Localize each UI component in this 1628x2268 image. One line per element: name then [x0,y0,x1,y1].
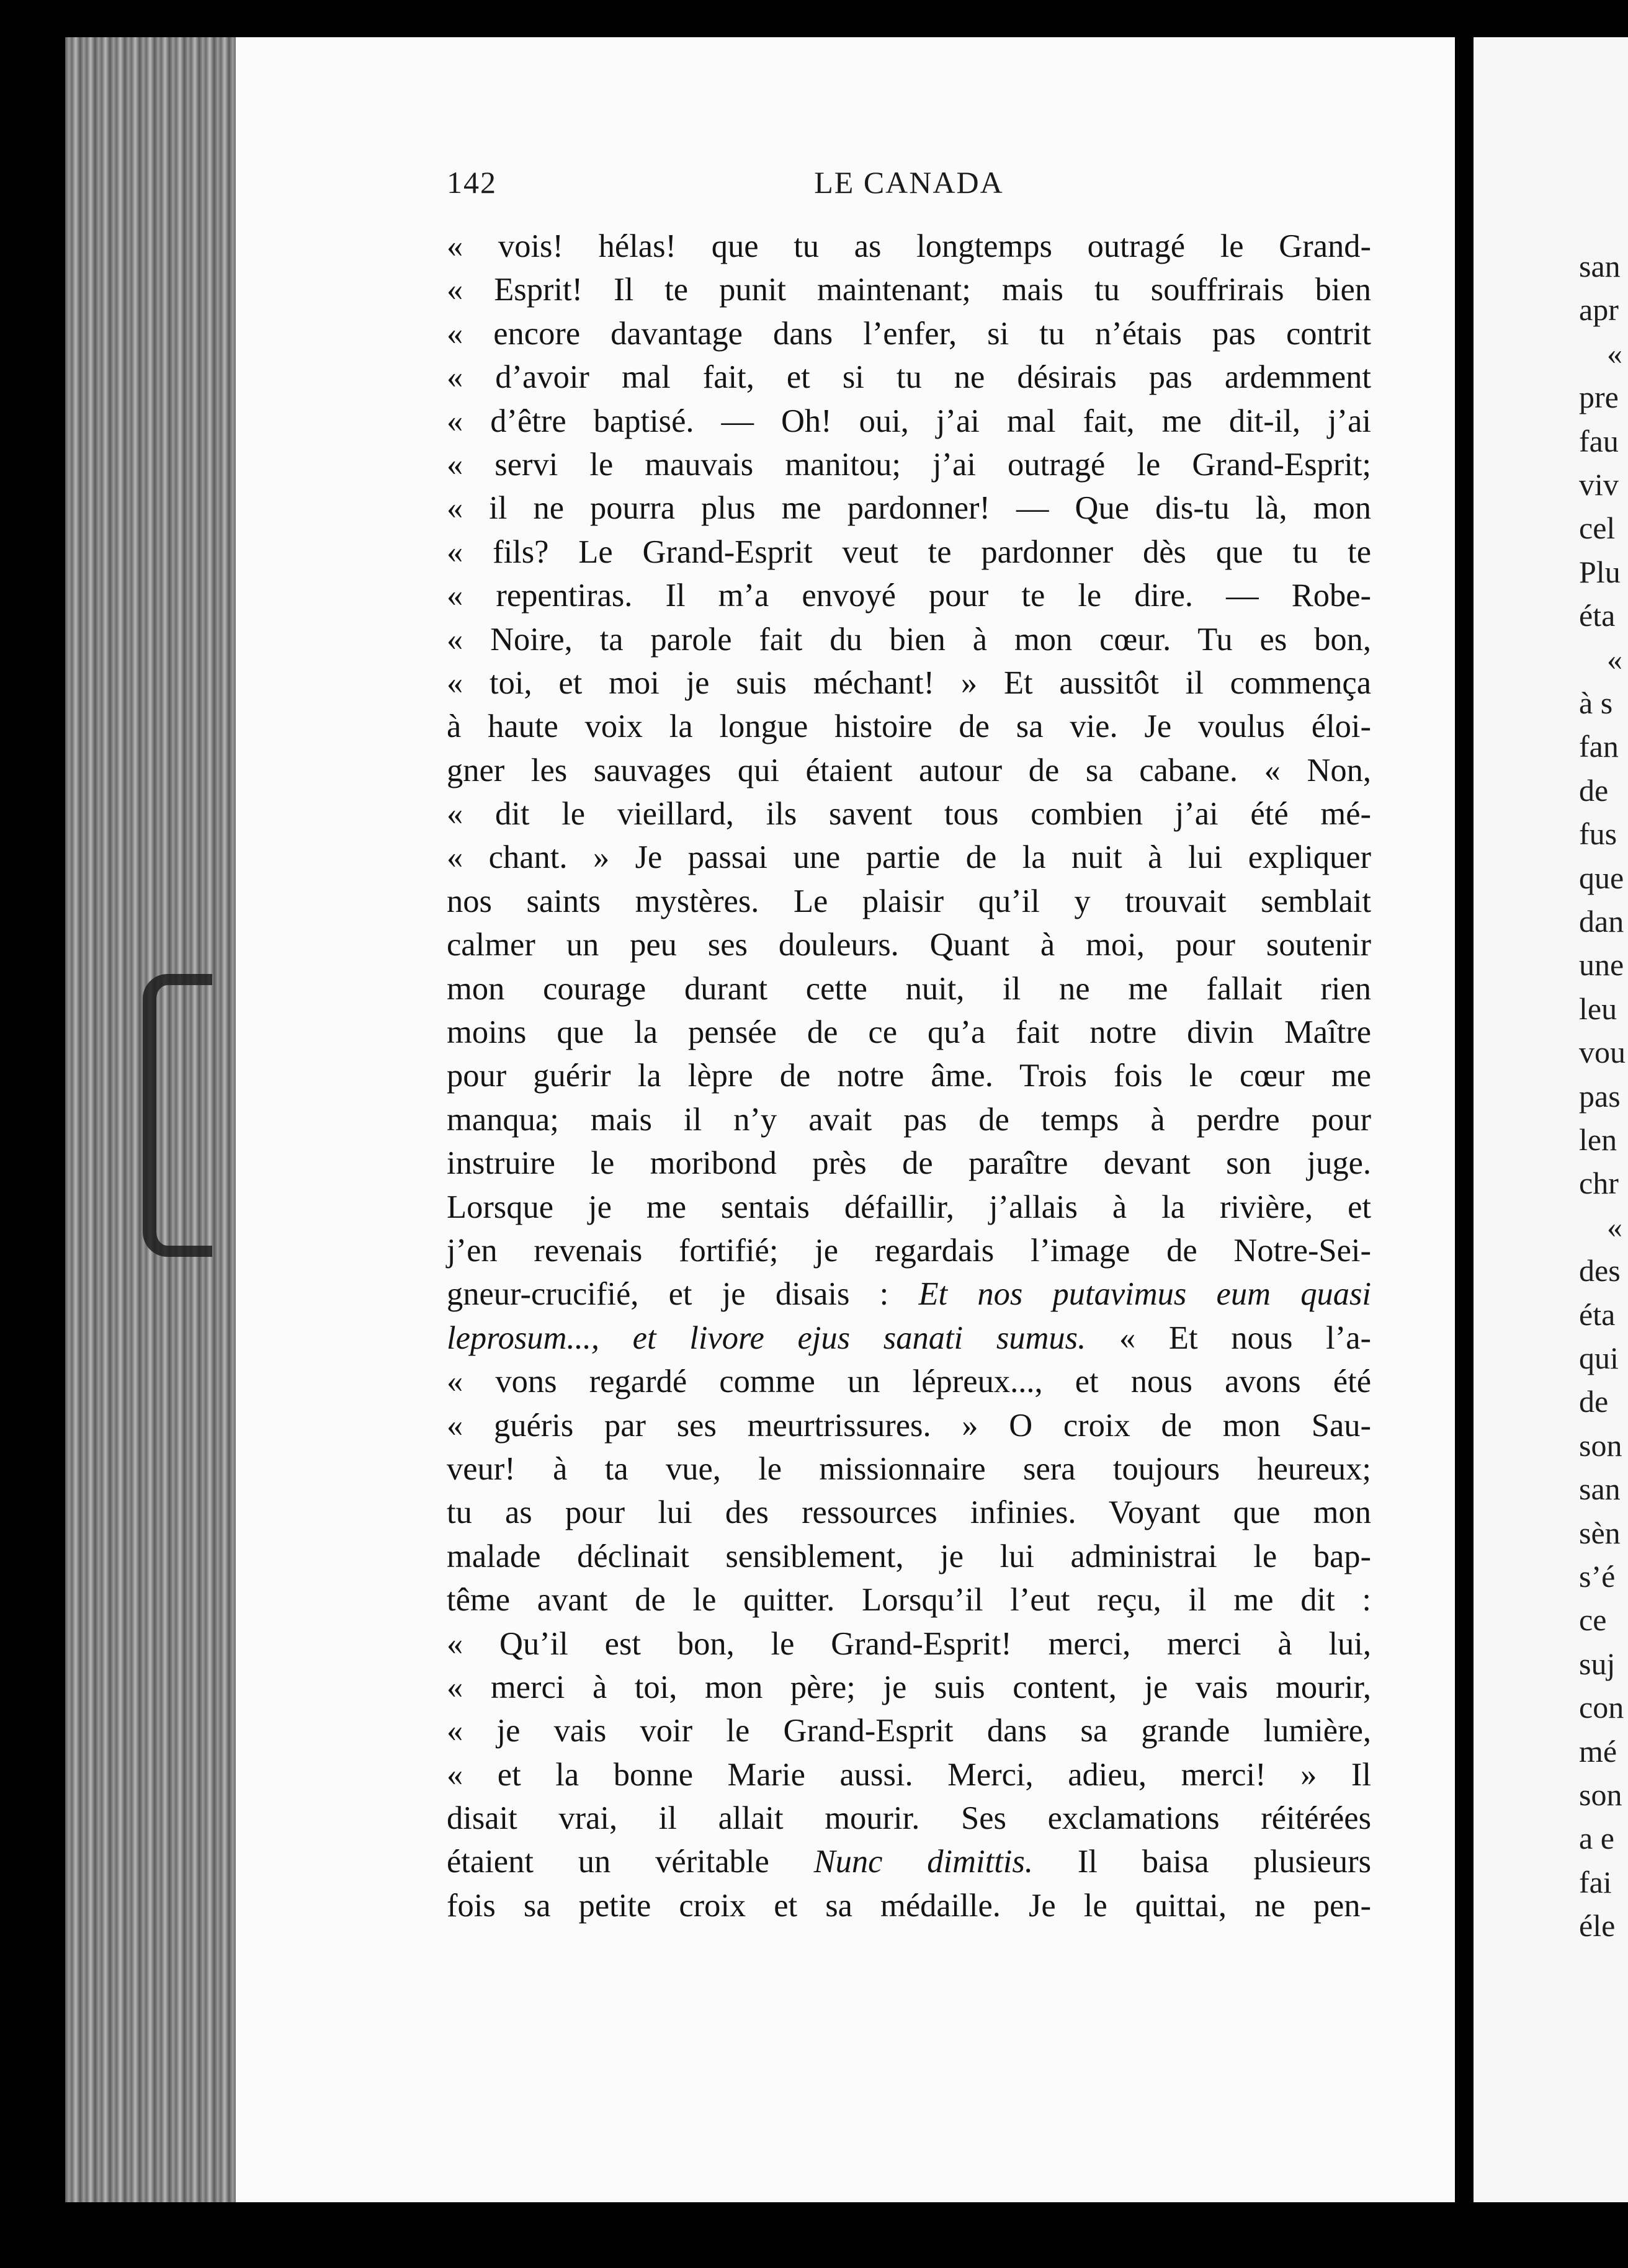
text-line: tu as pour lui des ressources infinies. Voyant que mon [447,1494,1371,1531]
facing-page-fragment: san [1579,249,1621,284]
text-line: disait vrai, il allait mourir. Ses exclamations réitérées [447,1800,1371,1837]
text-line: « je vais voir le Grand-Esprit dans sa grande lumière, [447,1713,1371,1749]
text-line: « d’être baptisé. — Oh! oui, j’ai mal fait, me dit-il, j’ai [447,403,1371,439]
facing-page-fragment: ce [1579,1602,1607,1638]
text-line: « dit le vieillard, ils savent tous combien j’ai été mé- [447,796,1371,833]
text-line: tême avant de le quitter. Lorsqu’il l’eut reçu, il me dit : [447,1582,1371,1618]
text-line: « Noire, ta parole fait du bien à mon cœur. Tu es bon, [447,621,1371,658]
text-line: « Esprit! Il te punit maintenant; mais tu souffrirais bien [447,272,1371,308]
facing-page-fragment: vou [1579,1035,1626,1070]
text-line: Lorsque je me sentais défaillir, j’allais à la rivière, et [447,1189,1371,1225]
line-roman: « Et nous l’a- [1119,1319,1371,1356]
text-line: calmer un peu ses douleurs. Quant à moi, pour soutenir [447,927,1371,963]
text-line: « vons regardé comme un lépreux..., et nous avons été [447,1364,1371,1400]
text-line: « servi le mauvais manitou; j’ai outragé le Grand-Esprit; [447,446,1371,483]
facing-page-fragment: qui [1579,1341,1619,1375]
text-line: « et la bonne Marie aussi. Merci, adieu, merci! » Il [447,1756,1371,1793]
facing-page-fragment: fus [1579,816,1617,852]
page-body [447,225,1371,1927]
facing-page-fragment: dan [1579,904,1624,939]
facing-page-fragment: viv [1579,467,1619,502]
facing-page-fragment: chr [1579,1166,1619,1201]
facing-page-fragment: pre [1579,380,1619,415]
facing-page-fragment: apr [1579,292,1619,328]
text-line: « guéris par ses meurtrissures. » O croix de mon Sau- [447,1407,1371,1444]
text-line: « chant. » Je passai une partie de la nuit à lui expliquer [447,839,1371,876]
text-line: « repentiras. Il m’a envoyé pour te le dire. — Robe- [447,578,1371,614]
facing-page-fragment: suj [1579,1646,1616,1681]
edge-ink-mark [143,974,212,1257]
facing-page-fragment: son [1579,1777,1622,1812]
latin-quote: leprosum..., et livore ejus sanati sumus. [447,1319,1086,1356]
text-line: « il ne pourra plus me pardonner! — Que dis-tu là, mon [447,490,1371,527]
facing-page-fragment: une [1579,947,1624,983]
facing-page-fragment: Plu [1579,554,1621,589]
latin-quote: Et nos putavimus eum quasi [918,1276,1372,1313]
facing-page-fragment: « [1607,336,1622,371]
facing-page-fragment: con [1579,1690,1624,1725]
text-line-nunc [447,1840,1371,1883]
text-line: « Qu’il est bon, le Grand-Esprit! merci, merci à lui, [447,1625,1371,1662]
page-number: 142 [447,165,497,200]
facing-page-fragment: « [1607,1209,1622,1244]
page-header [447,164,1371,208]
facing-page-fragment: a e [1579,1821,1614,1856]
running-title: LE CANADA [814,165,1004,200]
facing-page-fragment: fan [1579,729,1619,764]
facing-page-fragment: éle [1579,1908,1616,1944]
text-line-latin [447,1272,1371,1316]
line-roman: gneur-crucifié, et je disais : [447,1276,889,1313]
facing-page-fragment: « [1607,641,1622,677]
facing-page-fragment: len [1579,1122,1617,1157]
text-line: manqua; mais il n’y avait pas de temps à perdre pour [447,1101,1371,1138]
facing-page-fragment: fau [1579,423,1619,458]
facing-page-fragment: mé [1579,1733,1617,1769]
facing-page-fragment: des [1579,1253,1621,1288]
facing-page-fragment: à s [1579,685,1613,720]
text-line: veur! à ta vue, le missionnaire sera toujours heureux; [447,1450,1371,1487]
facing-page-fragment: fai [1579,1864,1612,1900]
text-line: « d’avoir mal fait, et si tu ne désirais pas ardemment [447,359,1371,396]
text-line: j’en revenais fortifié; je regardais l’image de Notre-Sei- [447,1232,1371,1269]
text-line: gner les sauvages qui étaient autour de sa cabane. « Non, [447,752,1371,788]
facing-page-fragment: cel [1579,511,1616,546]
facing-page-fragment: pas [1579,1078,1621,1114]
text-line: instruire le moribond près de paraître devant son juge. [447,1145,1371,1182]
latin-quote: Nunc dimittis. [813,1844,1033,1880]
text-line-latin [447,1316,1371,1360]
text-line: malade déclinait sensiblement, je lui administrai le bap- [447,1538,1371,1574]
facing-page-fragment: de [1579,1384,1609,1419]
facing-page [1474,37,1628,2202]
text-line: « toi, et moi je suis méchant! » Et aussitôt il commença [447,664,1371,701]
text-line: « vois! hélas! que tu as longtemps outragé le Grand- [447,228,1371,264]
text-line: « fils? Le Grand-Esprit veut te pardonner dès que tu te [447,534,1371,570]
facing-page-fragment: de [1579,772,1609,808]
text-line: fois sa petite croix et sa médaille. Je le quittai, ne pen- [447,1887,1371,1924]
facing-page-fragment: son [1579,1427,1622,1463]
facing-page-fragment: s’é [1579,1559,1616,1594]
facing-page-fragment: sèn [1579,1515,1621,1550]
facing-page-fragment: san [1579,1471,1621,1507]
text-line: mon courage durant cette nuit, il ne me fallait rien [447,970,1371,1007]
facing-page-fragment: leu [1579,991,1617,1026]
line-roman: étaient un véritable [447,1844,769,1880]
line-roman: Il baisa plusieurs [1077,1844,1372,1880]
text-line: pour guérir la lèpre de notre âme. Trois fois le cœur me [447,1058,1371,1094]
text-line: à haute voix la longue histoire de sa vie. Je voulus éloi- [447,708,1371,745]
text-line: moins que la pensée de ce qu’a fait notre divin Maître [447,1014,1371,1051]
text-line: « encore davantage dans l’enfer, si tu n’étais pas contrit [447,315,1371,352]
facing-page-fragment: que [1579,860,1624,895]
text-line: nos saints mystères. Le plaisir qu’il y trouvait semblait [447,883,1371,919]
facing-page-fragment: éta [1579,1297,1616,1332]
facing-page-fragment: éta [1579,598,1616,633]
text-line: « merci à toi, mon père; je suis content, je vais mourir, [447,1669,1371,1705]
